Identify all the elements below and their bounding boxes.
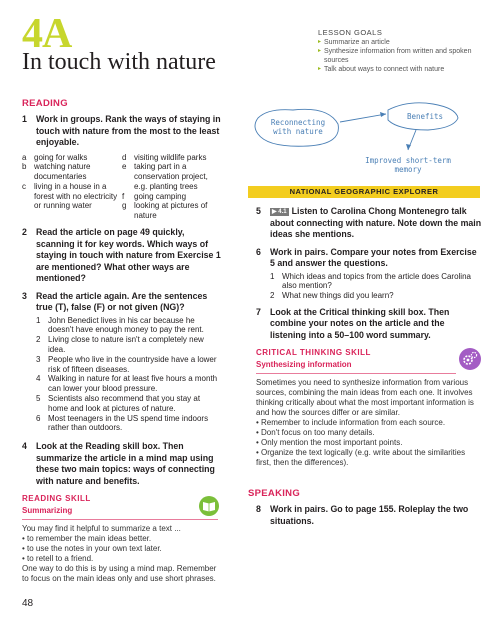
gears-icon <box>458 347 482 375</box>
page-title: In touch with nature <box>22 49 216 75</box>
exercise-text: Work in groups. Rank the ways of staying in touch with nature from the most to the least enjoyable. <box>36 114 221 147</box>
critical-thinking-box <box>256 347 482 468</box>
ex3-items <box>22 316 222 434</box>
mind-map-node-memory: Improved short-term memory <box>365 156 451 174</box>
option-item: a going for walks <box>22 152 88 162</box>
skill-body: Sometimes you need to synthesize information from various sources, combining the main ideas from each one. It involves thinking critically about what the most important information is and how the sources differ or are similar. <box>256 378 474 418</box>
exercise-1 <box>22 114 222 149</box>
skill-bullet: • to remember the main ideas better. <box>22 534 152 544</box>
page-number: 48 <box>22 598 34 609</box>
exercise-2: 2 Read the article on page 49 quickly, scanning it for key words. Which ways of staying in touch with nature from Exercise 1 are mentioned? What other ways are mentioned? <box>22 227 221 284</box>
list-item: 1 John Benedict lives in his car because he doesn't have enough money to pay the rent. <box>36 315 204 335</box>
list-item: 5 Scientists also recommend that you stay at home and look at pictures of nature. <box>36 393 201 413</box>
exercise-6: 6 Work in pairs. Compare your notes from Exercise 5 and answer the questions. <box>256 246 477 268</box>
speaking-section <box>256 504 482 527</box>
exercise-3: 3 Read the article again. Are the sentences true (T), false (F) or not given (NG)? <box>22 290 208 313</box>
skill-bullet: • Remember to include information from each source. <box>256 418 446 428</box>
reading-skill-box <box>22 493 222 584</box>
skill-bullet: • Organize the text logically (e.g. write about the similarities first, then the differences). <box>256 448 466 468</box>
explorer-banner: NATIONAL GEOGRAPHIC EXPLORER <box>248 186 480 198</box>
option-item: d visiting wildlife parks <box>122 152 207 162</box>
list-item: 4 Walking in nature for at least five hours a month can lower your blood pressure. <box>36 374 218 394</box>
reading-column <box>22 114 222 584</box>
option-item: b watching nature documentaries <box>22 162 91 182</box>
exercise-number: 1 <box>22 114 27 124</box>
list-item: 3 People who live in the countryside have a lower risk of fifteen diseases. <box>36 354 217 374</box>
skill-subheading: Summarizing <box>22 505 73 515</box>
list-item: 6 Most teenagers in the US spend time indoors rather than outdoors. <box>36 413 209 433</box>
option-item: g looking at pictures of nature <box>122 201 208 221</box>
skill-bullet: • to retell to a friend. <box>22 554 94 564</box>
divider <box>22 519 218 520</box>
skill-intro: You may find it helpful to summarize a text ... <box>22 524 181 534</box>
skill-bullet: • to use the notes in your own text later. <box>22 544 162 554</box>
lesson-goal-item: ▸ Talk about ways to connect with nature <box>318 65 493 74</box>
exercise-4: 4 Look at the Reading skill box. Then summarize the article in a mind map using these two main topics: ways of connecting with nature and benefits. <box>22 441 215 486</box>
list-item: 2 Living close to nature isn't a completely new idea. <box>36 335 204 354</box>
option-item: f going camping <box>122 191 187 201</box>
skill-bullet: • Only mention the most important points. <box>256 438 403 448</box>
ex6-items <box>256 272 482 301</box>
skill-heading: CRITICAL THINKING SKILL <box>256 348 371 358</box>
lesson-goals-heading: LESSON GOALS <box>318 28 383 37</box>
right-column <box>256 206 482 468</box>
mind-map-node-benefits: Benefits <box>406 112 444 121</box>
exercise-5: 5 ▶ 4.1 Listen to Carolina Chong Montenegro talk about connecting with nature. Note down the main ideas she mentions. <box>256 206 482 239</box>
lesson-goals <box>318 28 493 74</box>
skill-bullet: • Don't focus on too many details. <box>256 428 375 438</box>
skill-subheading: Synthesizing information <box>256 359 352 369</box>
divider <box>256 373 456 374</box>
skill-heading: READING SKILL <box>22 494 91 504</box>
option-item: c living in a house in a forest with no electricity or running water <box>22 181 118 211</box>
option-item: e taking part in a conservation project, e.g. planting trees <box>122 162 208 191</box>
ex1-options <box>22 153 222 222</box>
list-item: 2 What new things did you learn? <box>270 291 394 301</box>
reading-heading: READING <box>22 98 68 109</box>
mind-map-node-main: Reconnecting with nature <box>270 118 326 136</box>
book-icon <box>198 495 220 521</box>
audio-track-icon[interactable]: ▶ 4.1 <box>272 209 287 215</box>
mind-map <box>248 100 480 182</box>
list-item: 1 Which ideas and topics from the article does Carolina also mention? <box>270 271 471 291</box>
skill-outro: One way to do this is by using a mind map. Remember to focus on the main ideas only and use short phrases. <box>22 564 217 584</box>
lesson-goal-item: ▸ Summarize an article <box>318 38 493 47</box>
exercise-7: 7 Look at the Critical thinking skill box. Then combine your notes on the article and the listening into a 50–100 word summary. <box>256 306 450 340</box>
speaking-heading: SPEAKING <box>248 488 301 499</box>
exercise-8: 8 Work in pairs. Go to page 155. Roleplay the two situations. <box>256 504 469 526</box>
lesson-goal-item: ▸ Synthesize information from written and spoken sources <box>318 47 493 65</box>
unit-number: 4A <box>22 11 72 57</box>
